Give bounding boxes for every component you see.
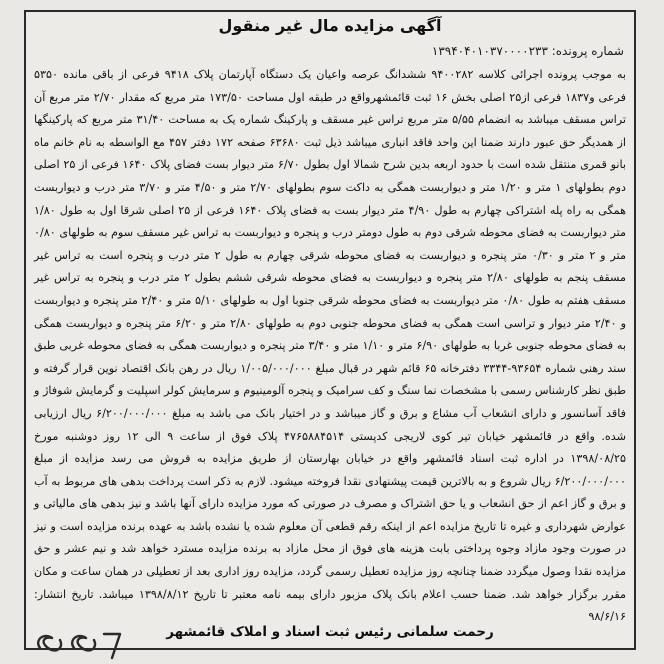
handwritten-number-mark xyxy=(30,618,140,664)
notice-frame xyxy=(24,10,636,650)
file-number: شماره پرونده: ۱۳۹۴۰۴۰۱۰۳۷۰۰۰۰۲۳۳ xyxy=(431,44,624,58)
notice-title: آگهی مزایده مال غیر منقول xyxy=(218,16,442,35)
notice-body: به موجب پرونده اجرائی کلاسه ۹۴۰۰۲۸۲ ششدانگ عرصه واعیان یک دستگاه آپارتمان پلاک ۹۴۱۸ فرعی از باقی مانده ۵۳۵۰ فرعی و۱۸۳۷ فرعی از۲۵ اصلی بخش ۱۶ ثبت قائمشهرواقع در طبقه اول مساحت ۱۷۳/۵۰ متر مربع که مقدار ۲/۷۰ متر مربع آن تراس مسقف میباشد به انضمام ۵/۵۵ متر مربع تراس غیر مسقف و پارکینگ شماره یک به مساحت ۳۱/۴۰ متر مربع که پارکینگها از همدیگر حق عبور دارند ضمنا این واحد فاقد انباری میباشد ذیل ثبت ۶۳۶۸۰ صفحه ۱۷۲ دفتر ۴۵۷ مع الواسطه به نام خانم ماه بانو قمری منتقل شده است با حدود اربعه بدین شرح شمالا اول بطول ۶/۷۰ متر دیوار بست فضای پلاک ۱۶۴۰ فرعی از ۲۵ اصلی دوم بطولهای ۱ متر و ۱/۲۰ متر و دیواربست همگی به داکت سوم بطولهای ۲/۷۰ متر و ۴/۵۰ متر و ۳/۷۰ متر درب و دیواربست همگی به راه پله اشتراکی چهارم به طول ۴/۹۰ متر دیوار بست به فضای پلاک ۱۶۴۰ فرعی از ۲۵ اصلی شرقا اول به طول ۱/۸۰ متر دیواربست به فضای محوطه شرقی دوم به طول دومتر درب و پنجره و دیواربست به تراس غیر مسقف سوم به طولهای ۰/۸۰ متر و ۲ متر و ۰/۳۰ متر پنجره و دیواربست به فضای محوطه شرقی چهارم به طول ۲ متر درب و پنجره است به تراس غیر مسقف پنجم به طولهای ۲/۸۰ متر پنجره و دیواربست به فضای محوطه شرقی ششم بطول ۲ متر درب و پنجره به تراس غیر مسقف هفتم به طول ۰/۸۰ متر دیواربست به فضای محوطه شرقی جنوبا اول به طولهای ۵/۱۰ متر و ۲/۴۰ متر پنجره و دیواربست و ۲/۴۰ متر دیوار و تراسی است همگی به فضای محوطه جنوبی دوم به طولهای ۲/۸۰ متر و ۶/۲۰ متر پنجره و دیواربست همگی به فضای محوطه جنوبی غربا به طولهای ۶/۹۰ متر و ۱/۱۰ متر و ۳/۴۰ متر پنجره و دیواربست همگی به فضای محوطه غربی طبق سند رهنی شماره ۹۳۶۵۴-۳۳۴۴ دفترخانه ۶۵ قائم شهر در قبال مبلغ ۱/۰۰۵/۰۰۰/۰۰۰ ریال در رهن بانک اقتصاد نوین قرار گرفته و طبق نظر کارشناس رسمی با مشخصات نما سنگ و کف سرامیک و پنجره آلومینیوم و سرمایش کولر اسپلیت و گرمایش شوفاژ و فاقد آسانسور و دارای انشعاب آب مشاع و برق و گاز میباشد و در اختیار بانک می باشد به مبلغ ۶/۲۰۰/۰۰۰/۰۰۰ ریال ارزیابی شده. واقع در قائمشهر خیابان تیر کوی لاریجی کدپستی ۴۷۶۵۸۸۴۵۱۴ پلاک فوق از ساعت ۹ الی ۱۲ روز دوشنبه مورخ ۱۳۹۸/۰۸/۲۵ در اداره ثبت اسناد قائمشهر واقع در خیابان بهارستان از طریق مزایده به فروش می رسد مزایده از مبلغ ۶/۲۰۰/۰۰۰/۰۰۰ ریال شروع و به بالاترین قیمت پیشنهادی نقدا فروخته میشود. لازم به ذکر است پرداخت بدهی های مربوط به آب و برق و گاز اعم از حق انشعاب و یا حق اشتراک و مصرف در صورتی که مورد مزایده دارای آنها باشد و نیز بدهی های مالیاتی و عوارض شهرداری و غیره تا تاریخ مزایده اعم از اینکه رقم قطعی آن معلوم شده یا نشده باشد به عهده برنده مزایده است و نیز در صورت وجود مازاد وجوه پرداختی بابت هزینه های فوق از محل مازاد به برنده مزایده مسترد خواهد شد و نیم عشر و حق مزایده نقدا وصول میگردد ضمنا چنانچه روز مزایده تعطیل رسمی گردد، مزایده روز اداری بعد از تعطیلی در همان ساعت و مکان مقرر برگزار خواهد شد. ضمنا حسب اعلام بانک پلاک مزبور دارای بیمه نامه معتبر تا تاریخ ۱۳۹۸/۸/۱۲ میباشد. تاریخ انتشار: ۹۸/۶/۱۶ xyxy=(34,68,627,624)
signature-line: رحمت سلمانی رئیس ثبت اسناد و املاک قائمشهر xyxy=(166,624,494,640)
